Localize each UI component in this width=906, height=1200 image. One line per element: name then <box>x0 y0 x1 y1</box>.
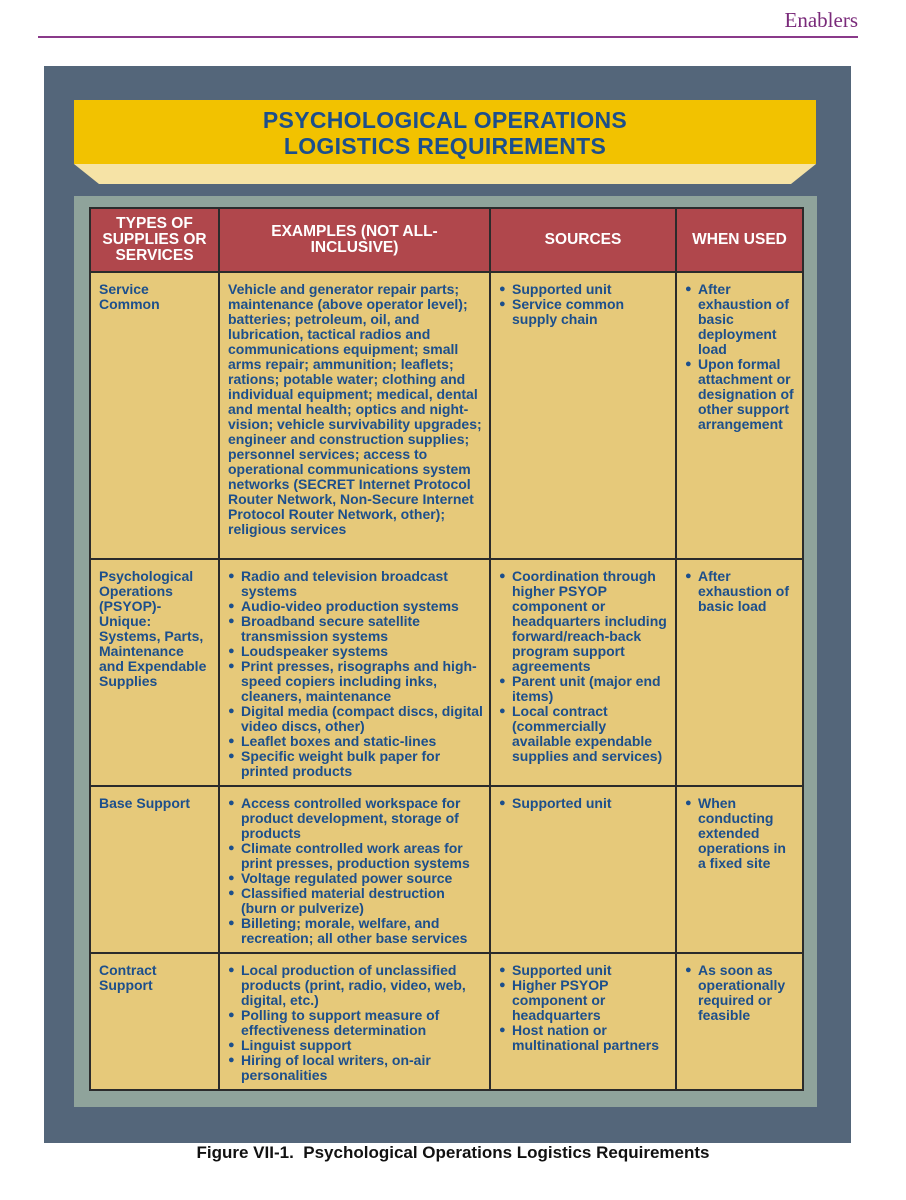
list-item: ● Linguist support <box>228 1038 483 1053</box>
list-item: ● Polling to support measure of effectiveness determination <box>228 1008 483 1038</box>
list-item: ● Radio and television broadcast systems <box>228 569 483 599</box>
list-item: ● Supported unit <box>499 963 669 978</box>
table-row <box>90 786 803 953</box>
banner-bevel <box>74 164 816 184</box>
table-row <box>90 559 803 786</box>
table-row <box>90 953 803 1090</box>
header-rule <box>38 36 858 38</box>
title-line-1: PSYCHOLOGICAL OPERATIONS <box>262 107 628 133</box>
list-item: ● Classified material destruction (burn or pulverize) <box>228 886 483 916</box>
list-item: ● Local production of unclassified products (print, radio, video, web, digital, etc.) <box>228 963 483 1008</box>
list-item: ● Supported unit <box>499 796 669 811</box>
list-item: ● Print presses, risographs and high-speed copiers including inks, cleaners, maintenance <box>228 659 483 704</box>
figure-title-banner <box>74 100 816 164</box>
list-item: ● Audio-video production systems <box>228 599 483 614</box>
header-types: TYPES OF SUPPLIES OR SERVICES <box>90 208 219 272</box>
list-item: ● Specific weight bulk paper for printed products <box>228 749 483 779</box>
list-item: ● Upon formal attachment or designation of other support arrangement <box>685 357 796 432</box>
list-item: ● After exhaustion of basic load <box>685 569 796 614</box>
row-type: Psychological Operations (PSYOP)-Unique: Systems, Parts, Maintenance and Expendable Supplies <box>90 559 219 786</box>
header-examples: EXAMPLES (NOT ALL-INCLUSIVE) <box>219 208 490 272</box>
list-item: ● Supported unit <box>499 282 669 297</box>
list-item: ● Digital media (compact discs, digital video discs, other) <box>228 704 483 734</box>
row-examples: Vehicle and generator repair parts; maintenance (above operator level); batteries; petroleum, oil, and lubrication, tactical radios and communications equipment; small arms repair; ammunition; leaflets; rations; potable water; clothing and individual equipment; medical, dental and mental health; optics and night-vision; vehicle survivability upgrades; engineer and construction supplies; personnel services; access to operational communications system networks (SECRET Internet Protocol Router Network, Non-Secure Internet Protocol Router Network, other); religious services <box>219 272 490 559</box>
header-sources: SOURCES <box>490 208 676 272</box>
row-type: Contract Support <box>90 953 219 1090</box>
section-header: Enablers <box>784 8 858 32</box>
figure-caption: Figure VII-1. Psychological Operations Logistics Requirements <box>196 1143 710 1162</box>
list-item: ● Hiring of local writers, on-air personalities <box>228 1053 483 1083</box>
list-item: ● Broadband secure satellite transmission systems <box>228 614 483 644</box>
list-item: ● Loudspeaker systems <box>228 644 483 659</box>
list-item: ● Billeting; morale, welfare, and recreation; all other base services <box>228 916 483 946</box>
list-item: ● As soon as operationally required or feasible <box>685 963 796 1023</box>
list-item: ● Climate controlled work areas for print presses, production systems <box>228 841 483 871</box>
row-type: Service Common <box>90 272 219 559</box>
list-item: ● Local contract (commercially available expendable supplies and services) <box>499 704 669 764</box>
list-item: ● Higher PSYOP component or headquarters <box>499 978 669 1023</box>
header-when-used: WHEN USED <box>676 208 803 272</box>
list-item: ● Host nation or multinational partners <box>499 1023 669 1053</box>
table-header-row <box>90 208 803 272</box>
list-item: ● Leaflet boxes and static-lines <box>228 734 483 749</box>
list-item: ● Service common supply chain <box>499 297 669 327</box>
list-item: ● When conducting extended operations in a fixed site <box>685 796 796 871</box>
list-item: ● Parent unit (major end items) <box>499 674 669 704</box>
table-row <box>90 272 803 559</box>
list-item: ● Voltage regulated power source <box>228 871 483 886</box>
list-item: ● Coordination through higher PSYOP component or headquarters including forward/reach-back program support agreements <box>499 569 669 674</box>
row-type: Base Support <box>90 786 219 953</box>
list-item: ● Access controlled workspace for product development, storage of products <box>228 796 483 841</box>
logistics-requirements-table <box>89 207 804 1091</box>
title-line-2: LOGISTICS REQUIREMENTS <box>283 133 607 159</box>
list-item: ● After exhaustion of basic deployment load <box>685 282 796 357</box>
